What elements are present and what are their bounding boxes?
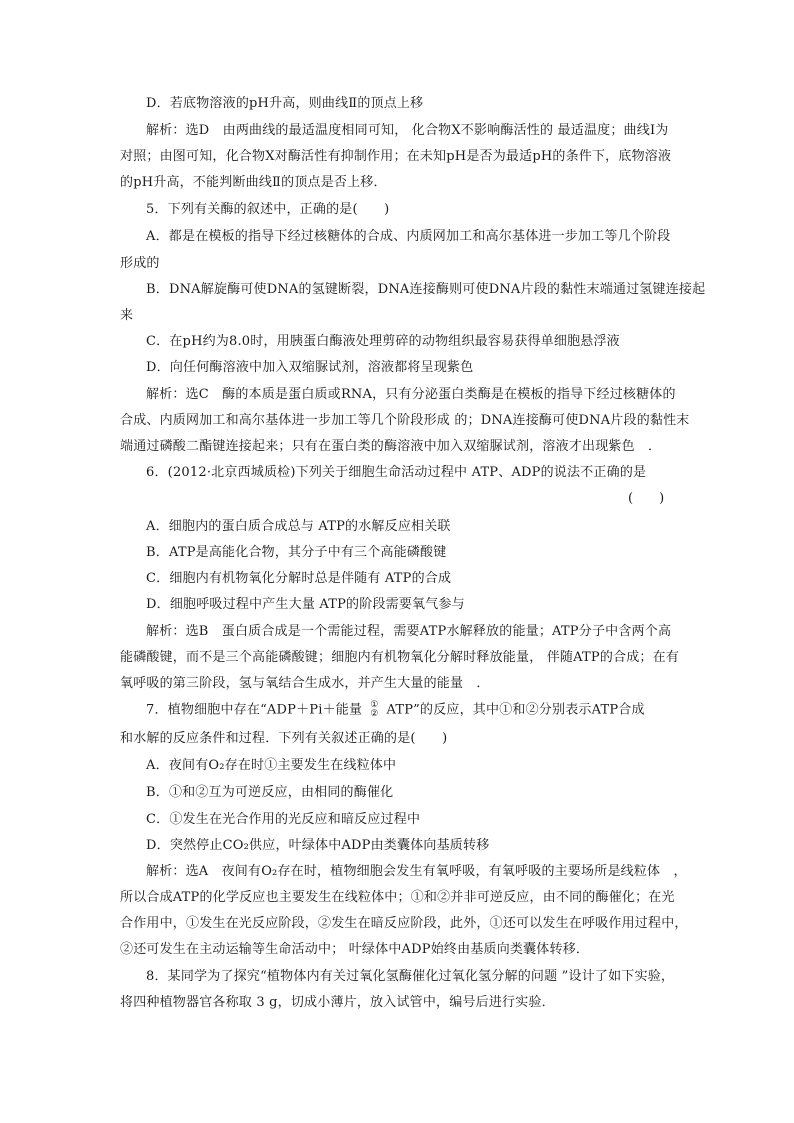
text-line: 能磷酸键，而不是三个高能磷酸键；细胞内有机物氧化分解时释放能量， 伴随ATP的合成；在有 (120, 650, 680, 665)
text-line: D．突然停止CO₂供应，叶绿体中ADP由类囊体向基质转移 (146, 838, 490, 853)
q7-prefix: 7．植物细胞中存在“ADP＋Pi＋能量 (146, 702, 363, 718)
text-line: 5．下列有关酶的叙述中，正确的是( ) (146, 202, 390, 217)
text-line: A．夜间有O₂存在时①主要发生在线粒体中 (146, 758, 397, 773)
text-line: 氧呼吸的第三阶段，氢与氧结合生成水，并产生大量的能量 ． (120, 676, 490, 691)
text-line: 对照；由图可知，化合物X对酶活性有抑制作用；在未知pH是否为最适pH的条件下，底物溶液 (120, 149, 672, 164)
text-line: 端通过磷酸二酯键连接起来；只有在蛋白类的酶溶液中加入双缩脲试剂，溶液才出现紫色 ． (120, 439, 662, 454)
text-line: C．在pH约为8.0时，用胰蛋白酶液处理剪碎的动物组织最容易获得单细胞悬浮液 (146, 334, 620, 349)
text-line: A．细胞内的蛋白质合成总与 ATP的水解反应相关联 (146, 519, 451, 534)
text-line: 解析：选A 夜间有O₂存在时，植物细胞会发生有氧呼吸，有氧呼吸的主要场所是线粒体 ， (146, 864, 687, 879)
text-line: 和水解的反应条件和过程．下列有关叙述正确的是( ) (120, 731, 448, 746)
text-line: C．①发生在光合作用的光反应和暗反应过程中 (146, 812, 421, 827)
text-line: D．向任何酶溶液中加入双缩脲试剂，溶液都将呈现紫色 (146, 360, 474, 375)
text-line: 来 (120, 308, 134, 323)
text-line: 将四种植物器官各称取 3 g，切成小薄片，放入试管中，编号后进行实验． (120, 995, 555, 1010)
arrow-top-label: ① (370, 700, 379, 710)
reaction-arrow (370, 701, 378, 719)
text-line: 所以合成ATP的化学反应也主要发生在线粒体中；①和②并非可逆反应，由不同的酶催化；在光 (120, 890, 675, 905)
text-line: 8．某同学为了探究“植物体内有关过氧化氢酶催化过氧化氢分解的问题 ”设计了如下实验， (146, 969, 675, 984)
text-line: C．细胞内有机物氧化分解时总是伴随有 ATP的合成 (146, 571, 452, 586)
text-line: 解析：选B 蛋白质合成是一个需能过程，需要ATP水解释放的能量；ATP分子中含两个高 (146, 624, 672, 639)
q6-answer-paren: ( ) (628, 491, 665, 506)
text-line: B．DNA解旋酶可使DNA的氢键断裂，DNA连接酶则可使DNA片段的黏性末端通过氢键连接起 (146, 282, 706, 297)
text-line: 形成的 (120, 256, 160, 271)
text-line: 合成、内质网加工和高尔基体进一步加工等几个阶段形成 的；DNA连接酶可使DNA片段的黏性末 (120, 413, 690, 428)
arrow-bottom-label: ② (370, 709, 379, 719)
text-line: ②还可发生在主动运输等生命活动中； 叶绿体中ADP始终由基质向类囊体转移． (120, 942, 590, 957)
text-line: B．①和②互为可逆反应，由相同的酶催化 (146, 785, 394, 800)
text-line: B．ATP是高能化合物，其分子中有三个高能磷酸键 (146, 545, 447, 560)
text-line: 解析：选C 酶的本质是蛋白质或RNA，只有分泌蛋白类酶是在模板的指导下经过核糖体的 (146, 387, 676, 402)
text-line: 合作用中，①发生在光反应阶段，②发生在暗反应阶段，此外，①还可以发生在呼吸作用过程中， (120, 916, 688, 931)
text-line: D．若底物溶液的pH升高，则曲线Ⅱ的顶点上移 (146, 96, 424, 111)
text-line: 的pH升高，不能判断曲线Ⅱ的顶点是否上移． (120, 175, 387, 190)
q7-suffix: ATP”的反应，其中①和②分别表示ATP合成 (386, 702, 645, 718)
text-line: 6．(2012·北京西城质检)下列关于细胞生命活动过程中 ATP、ADP的说法不正确的是 (146, 465, 647, 480)
text-line: D．细胞呼吸过程中产生大量 ATP的阶段需要氧气参与 (146, 597, 465, 612)
text-line: A．都是在模板的指导下经过核糖体的合成、内质网加工和高尔基体进一步加工等几个阶段 (146, 229, 671, 244)
q7-stem-line (146, 701, 645, 720)
text-line: 解析：选D 由两曲线的最适温度相同可知， 化合物X不影响酶活性的 最适温度；曲线Ⅰ为 (146, 123, 669, 138)
